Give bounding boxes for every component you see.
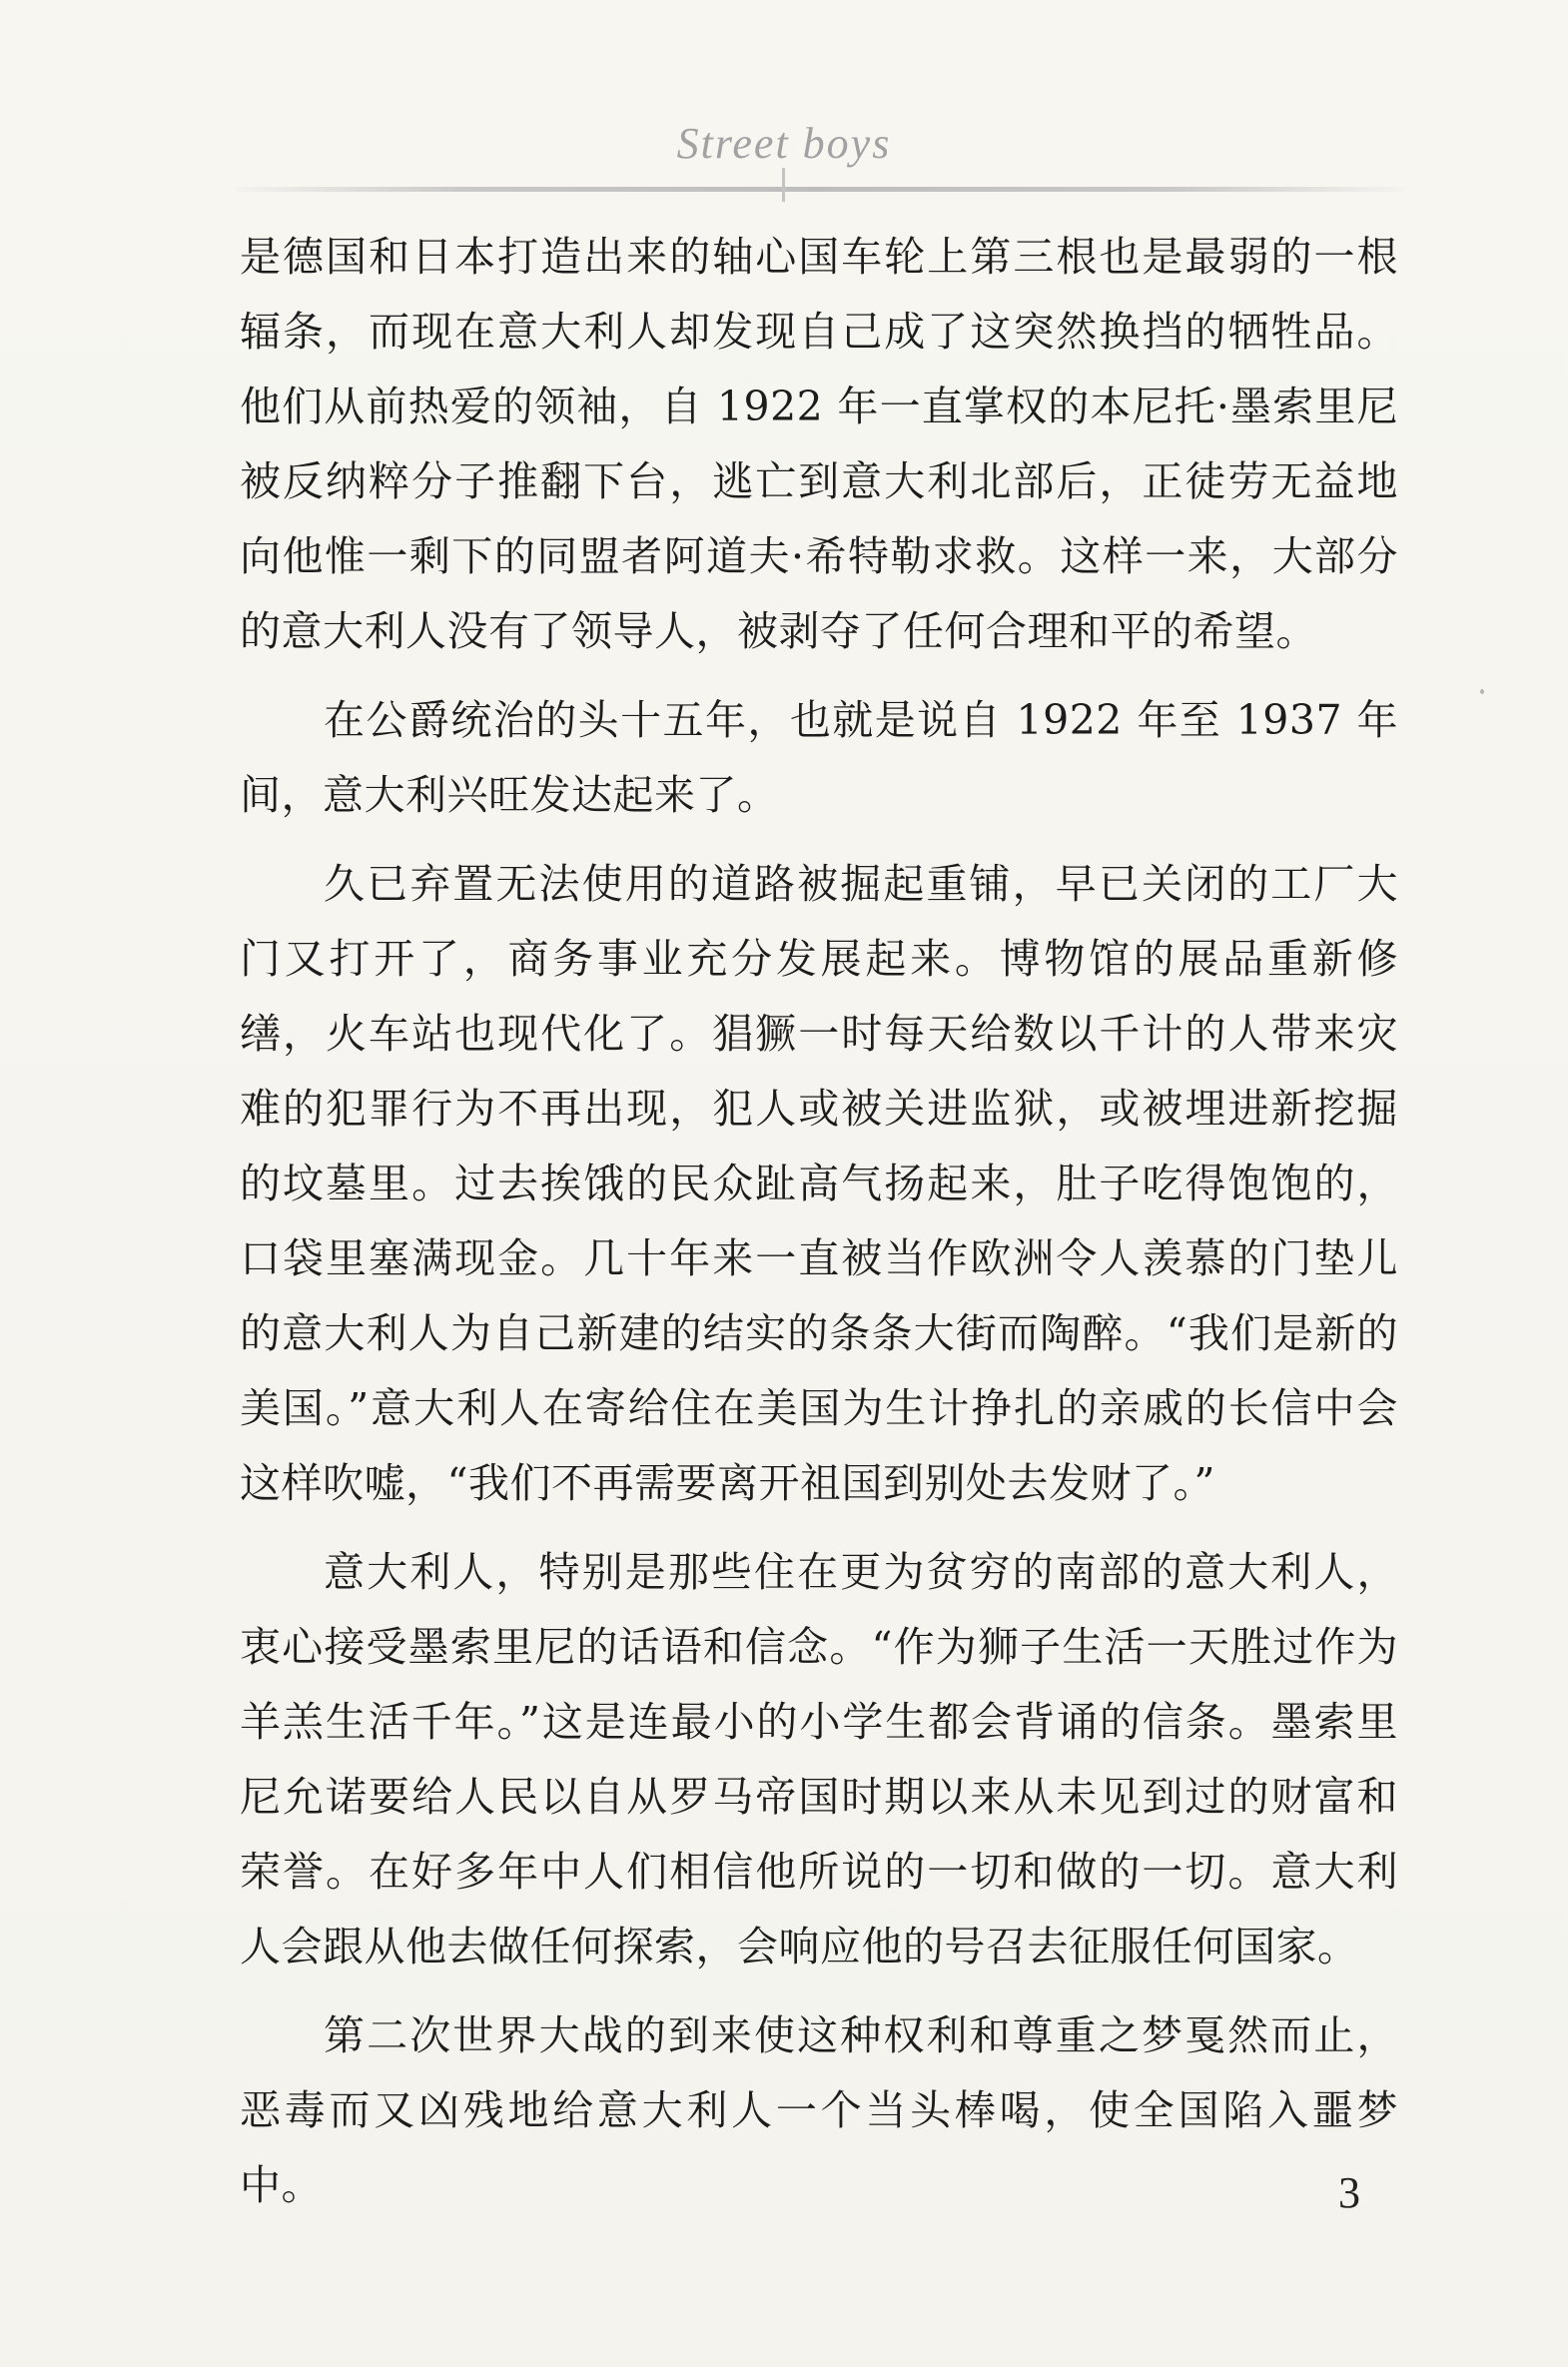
running-head-title: Street boys: [676, 119, 892, 168]
paragraph: 意大利人，特别是那些住在更为贫穷的南部的意大利人，衷心接受墨索里尼的话语和信念。“作为狮子生活一天胜过作为羊羔生活千年。”这是连最小的小学生都会背诵的信条。墨索里尼允诺要给人民以自从罗马帝国时期以来从未见到过的财富和荣誉。在好多年中人们相信他所说的一切和做的一切。意大利人会跟从他去做任何探索，会响应他的号召去征服任何国家。: [240, 1548, 1398, 1971]
scan-speck: [1480, 689, 1484, 694]
body-text: [240, 220, 1398, 2223]
page-number: 3: [1338, 2168, 1360, 2217]
paragraph: 在公爵统治的头十五年，也就是说自 1922 年至 1937 年间，意大利兴旺发达起来了。: [240, 696, 1398, 819]
paragraph: 久已弃置无法使用的道路被掘起重铺，早已关闭的工厂大门又打开了，商务事业充分发展起来。博物馆的展品重新修缮，火车站也现代化了。猖獗一时每天给数以千计的人带来灾难的犯罪行为不再出现，犯人或被关进监狱，或被埋进新挖掘的坟墓里。过去挨饿的民众趾高气扬起来，肚子吃得饱饱的，口袋里塞满现金。几十年来一直被当作欧洲令人羡慕的门垫儿的意大利人为自己新建的结实的条条大街而陶醉。“我们是新的美国。”意大利人在寄给住在美国为生计挣扎的亲戚的长信中会这样吹嘘，“我们不再需要离开祖国到别处去发财了。”: [240, 860, 1398, 1507]
header-rule-tick: [782, 168, 785, 202]
paragraph: 第二次世界大战的到来使这种权利和尊重之梦戛然而止，恶毒而又凶残地给意大利人一个当头棒喝，使全国陷入噩梦中。: [240, 2011, 1398, 2209]
header-rule: [235, 187, 1403, 192]
paragraph-continued: 是德国和日本打造出来的轴心国车轮上第三根也是最弱的一根辐条，而现在意大利人却发现自己成了这突然换挡的牺牲品。他们从前热爱的领袖，自 1922 年一直掌权的本尼托·墨索里尼被反纳粹分子推翻下台，逃亡到意大利北部后，正徒劳无益地向他惟一剩下的同盟者阿道夫·希特勒求救。这样一来，大部分的意大利人没有了领导人，被剥夺了任何合理和平的希望。: [240, 233, 1398, 655]
